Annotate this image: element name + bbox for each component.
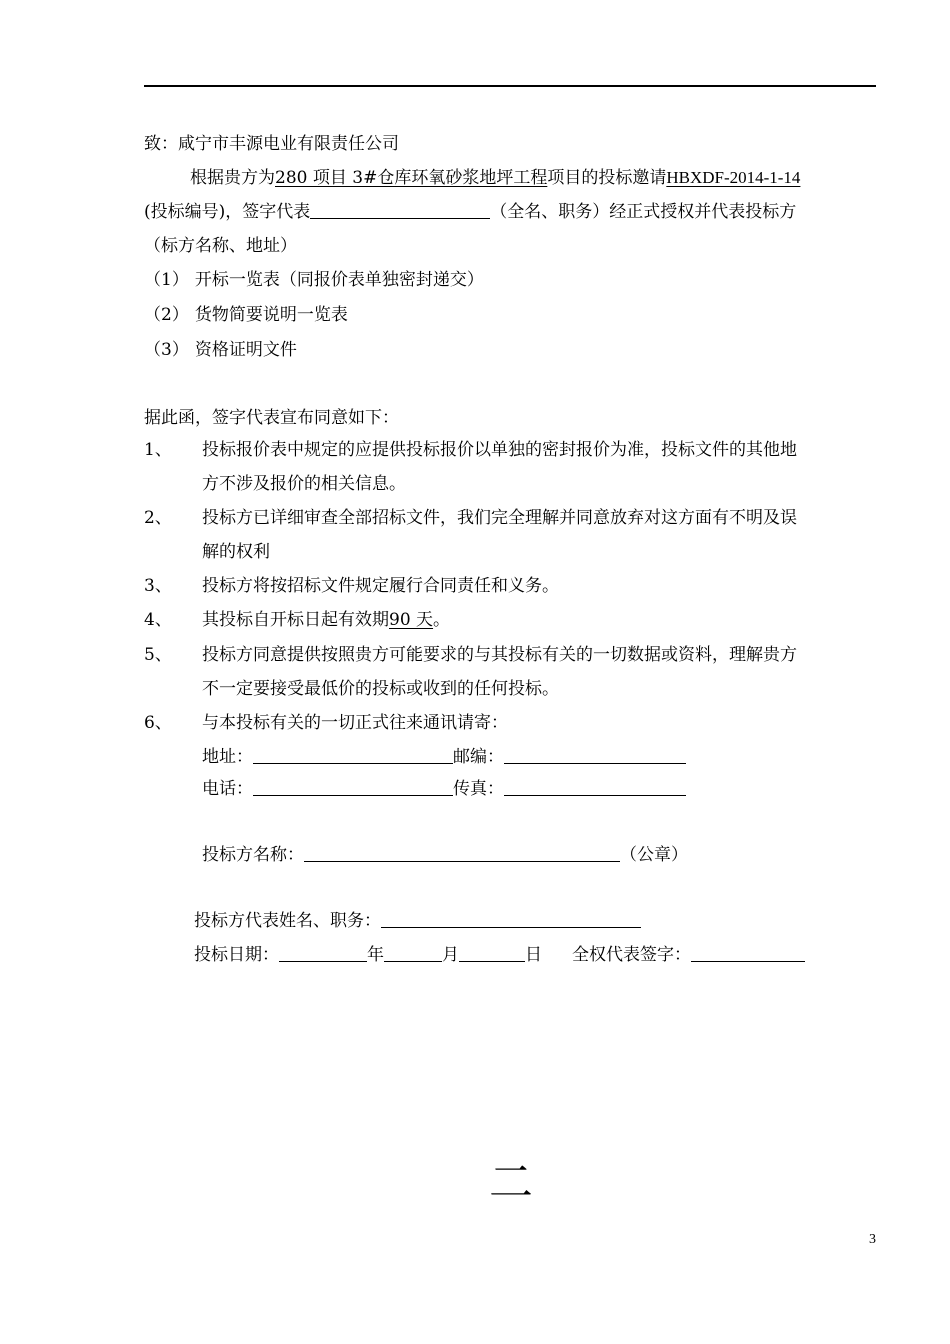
document-text: 货物简要说明一览表 xyxy=(194,305,348,325)
year-label: 年 xyxy=(367,945,384,965)
document-num: （3） xyxy=(144,340,189,360)
day-field[interactable] xyxy=(459,943,525,962)
bidder-info-note: （标方名称、地址） xyxy=(144,236,297,256)
bidder-name-row xyxy=(202,843,688,867)
project-name: 280 项目 3#仓库环氧砂浆地坪工程 xyxy=(275,168,548,188)
document-item-2 xyxy=(144,303,348,327)
fax-label: 传真： xyxy=(453,779,504,799)
header-rule xyxy=(144,85,876,87)
representative-label: 投标方代表姓名、职务： xyxy=(194,911,381,931)
document-text: 资格证明文件 xyxy=(194,340,297,360)
item-1-number: 1、 xyxy=(144,440,172,460)
section-heading: 二 xyxy=(489,1157,533,1208)
item-1-line-1: 投标报价表中规定的应提供投标报价以单独的密封报价为准，投标文件的其他地 xyxy=(202,440,797,460)
item-3-line-1: 投标方将按招标文件规定履行合同责任和义务。 xyxy=(202,576,559,596)
intro-line-3 xyxy=(144,234,297,258)
signature-field[interactable] xyxy=(691,943,805,962)
representative-blank[interactable] xyxy=(310,200,490,219)
document-item-3 xyxy=(144,338,297,362)
bidder-name-label: 投标方名称： xyxy=(202,845,304,865)
intro-line-2 xyxy=(144,200,796,224)
declaration-line xyxy=(144,406,399,430)
intro-prefix: 根据贵方为 xyxy=(190,168,275,188)
item-1-line-2: 方不涉及报价的相关信息。 xyxy=(202,474,406,494)
fax-field[interactable] xyxy=(504,777,686,796)
intro-line-1 xyxy=(190,166,800,190)
addressee-line xyxy=(144,132,399,156)
item-2-line-1: 投标方已详细审查全部招标文件，我们完全理解并同意放弃对这方面有不明及误 xyxy=(202,508,797,528)
bid-date-row xyxy=(194,943,805,967)
month-label: 月 xyxy=(442,945,459,965)
document-num: （2） xyxy=(144,305,189,325)
month-field[interactable] xyxy=(384,943,442,962)
address-field[interactable] xyxy=(253,745,453,764)
bidder-name-field[interactable] xyxy=(304,843,620,862)
item-5-number: 5、 xyxy=(144,645,172,665)
signature-label: 全权代表签字： xyxy=(572,945,691,965)
item-6-line-1: 与本投标有关的一切正式往来通讯请寄： xyxy=(202,713,508,733)
validity-suffix: 。 xyxy=(433,610,451,630)
document-text: 开标一览表（同报价表单独密封递交） xyxy=(194,270,484,290)
postcode-label: 邮编： xyxy=(453,747,504,767)
item-2-number: 2、 xyxy=(144,508,172,528)
item-4-number: 4、 xyxy=(144,610,172,630)
item-4-line-1 xyxy=(202,608,878,632)
item-6-number: 6、 xyxy=(144,713,172,733)
page-number: 3 xyxy=(869,1232,876,1247)
bid-number: HBXDF-2014-1-14 xyxy=(666,168,801,187)
validity-period: 90 天 xyxy=(389,610,434,630)
item-5-line-2: 不一定要接受最低价的投标或收到的任何投标。 xyxy=(202,679,559,699)
validity-prefix: 其投标自开标日起有效期 xyxy=(202,610,389,630)
phone-label: 电话： xyxy=(202,779,253,799)
addressee-text: 致：咸宁市丰源电业有限责任公司 xyxy=(144,134,399,154)
document-item-1 xyxy=(144,268,484,292)
intro-line2-suffix: （全名、职务）经正式授权并代表投标方 xyxy=(490,202,797,222)
item-2-line-2: 解的权利 xyxy=(202,542,270,562)
document-num: （1） xyxy=(144,270,189,290)
address-label: 地址： xyxy=(202,747,253,767)
intro-line2-prefix: (投标编号)，签字代表 xyxy=(144,202,311,222)
item-5-line-1: 投标方同意提供按照贵方可能要求的与其投标有关的一切数据或资料，理解贵方 xyxy=(202,645,797,665)
phone-field[interactable] xyxy=(253,777,453,796)
item-3-number: 3、 xyxy=(144,576,172,596)
phone-row xyxy=(202,777,686,801)
representative-row xyxy=(194,909,641,933)
day-label: 日 xyxy=(525,945,542,965)
address-row xyxy=(202,745,686,769)
bid-date-label: 投标日期： xyxy=(194,945,279,965)
intro-mid: 项目的投标邀请 xyxy=(547,168,667,188)
postcode-field[interactable] xyxy=(504,745,686,764)
declaration-text: 据此函，签字代表宣布同意如下： xyxy=(144,408,399,428)
representative-field[interactable] xyxy=(381,909,641,928)
year-field[interactable] xyxy=(279,943,367,962)
seal-label: （公章） xyxy=(620,845,688,865)
